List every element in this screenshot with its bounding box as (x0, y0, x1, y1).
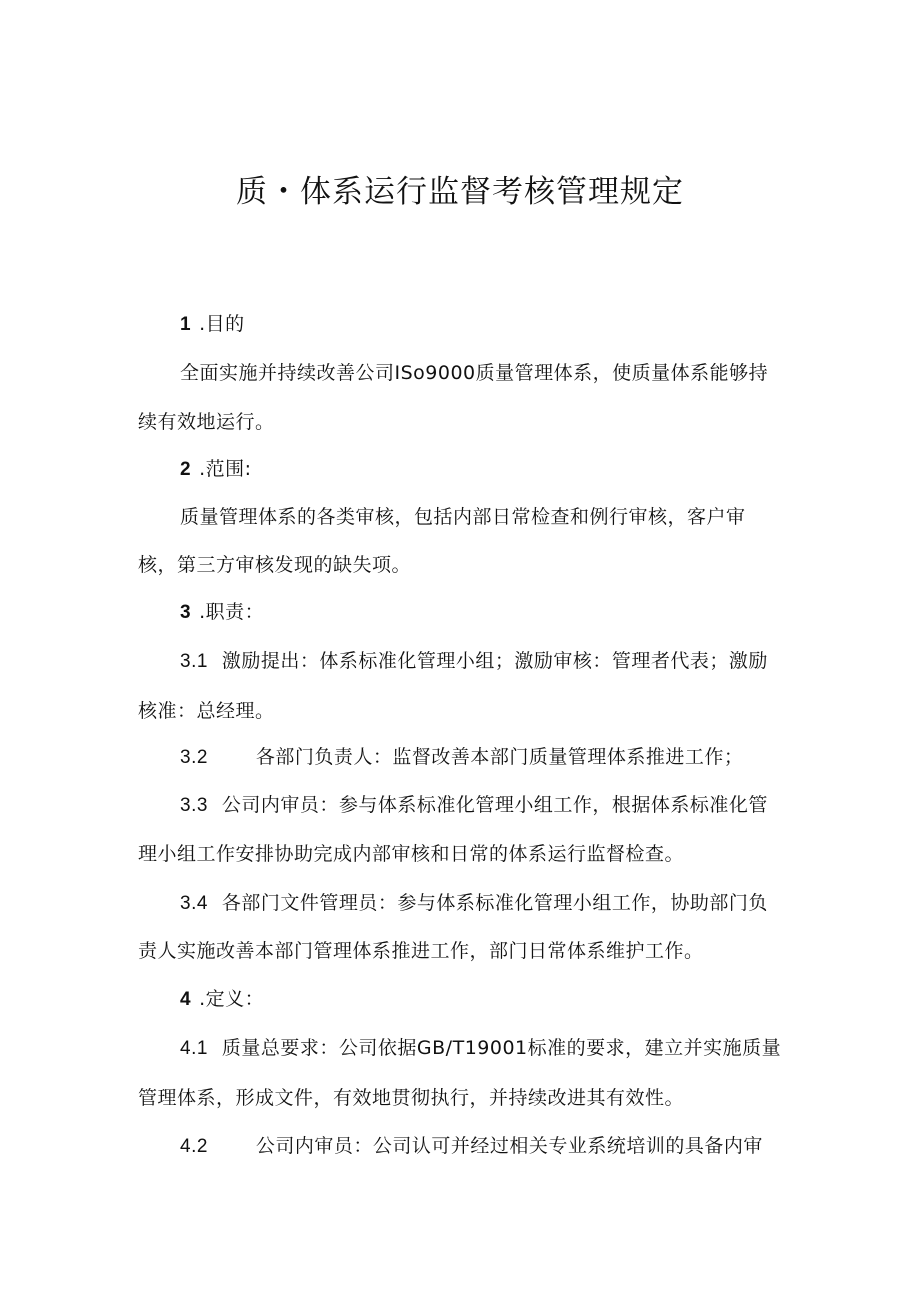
clause-3-4-line-2: 责人实施改善本部门管理体系推进工作，部门日常体系维护工作。 (138, 940, 704, 962)
section-heading-text: .职责： (199, 601, 265, 623)
section-1-heading (180, 310, 245, 339)
clause-number: 3.4 (180, 893, 208, 914)
clause-number: 4.1 (180, 1038, 208, 1059)
clause-number: 3.3 (180, 795, 208, 816)
section-2-paragraph-line-2: 核，第三方审核发现的缺失项。 (138, 554, 412, 576)
section-4-heading (180, 985, 264, 1014)
clause-4-1-line-2: 管理体系，形成文件，有效地贯彻执行，并持续改进其有效性。 (138, 1087, 685, 1109)
clause-3-4-line-1 (180, 889, 768, 918)
clause-text: 激励提出：体系标准化管理小组；激励审核：管理者代表；激励 (221, 650, 768, 672)
clause-3-1-line-1 (180, 647, 768, 676)
clause-3-2-line-1 (180, 743, 743, 772)
clause-number: 4.2 (180, 1136, 208, 1157)
clause-3-3-line-1 (180, 791, 768, 820)
clause-number: 3.2 (180, 747, 208, 768)
section-2-paragraph-line-1: 质量管理体系的各类审核，包括内部日常检查和例行审核，客户审 (180, 506, 746, 528)
clause-4-2-line-1 (180, 1132, 763, 1161)
clause-text: 公司内审员：公司认可并经过相关专业系统培训的具备内审 (255, 1135, 763, 1157)
clause-text: 各部门负责人：监督改善本部门质量管理体系推进工作； (255, 746, 744, 768)
section-number: 1 (180, 314, 192, 335)
section-1-paragraph-line-1: 全面实施并持续改善公司ISo9000质量管理体系，使质量体系能够持 (180, 362, 769, 384)
section-heading-text: .范围: (199, 458, 252, 480)
clause-number: 3.1 (180, 651, 208, 672)
section-number: 4 (180, 989, 192, 1010)
clause-4-1-line-1 (180, 1034, 781, 1063)
section-number: 3 (180, 602, 192, 623)
section-heading-text: .目的 (199, 313, 245, 335)
section-3-heading (180, 598, 264, 627)
section-number: 2 (180, 459, 192, 480)
document-title: 质・体系运行监督考核管理规定 (236, 174, 684, 210)
clause-text: 公司内审员：参与体系标准化管理小组工作，根据体系标准化管 (221, 794, 768, 816)
clause-text: 质量总要求：公司依据GB/T19001标准的要求，建立并实施质量 (221, 1037, 782, 1059)
section-heading-text: .定义： (199, 988, 265, 1010)
clause-3-3-line-2: 理小组工作安排协助完成内部审核和日常的体系运行监督检查。 (138, 843, 685, 865)
clause-3-1-line-2: 核准：总经理。 (138, 700, 275, 722)
section-1-paragraph-line-2: 续有效地运行。 (138, 411, 275, 433)
section-2-heading (180, 455, 252, 484)
clause-text: 各部门文件管理员：参与体系标准化管理小组工作，协助部门负 (221, 892, 768, 914)
